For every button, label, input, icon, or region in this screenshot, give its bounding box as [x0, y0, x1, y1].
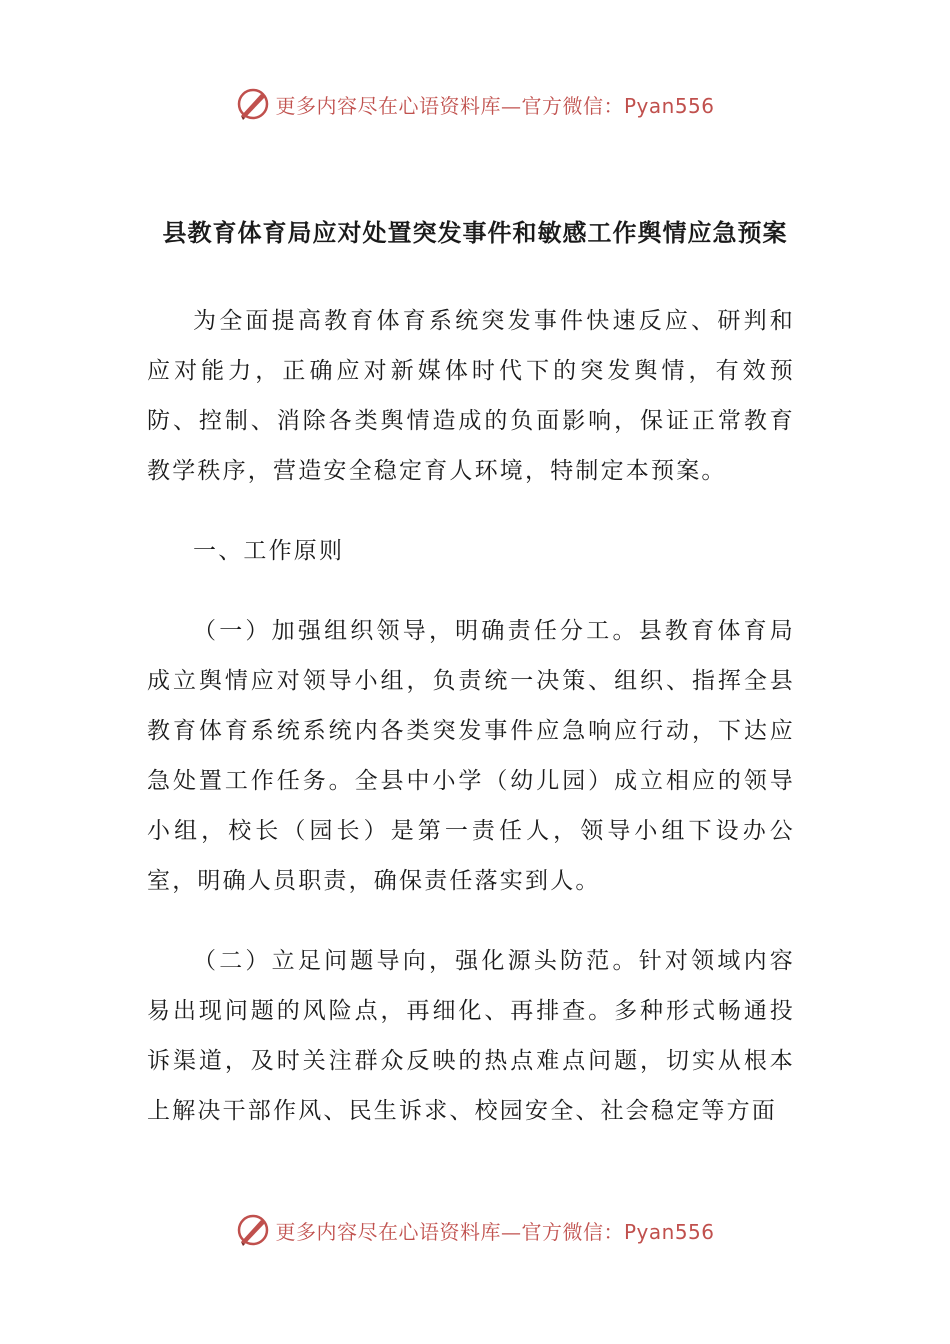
principle-2-paragraph: （二）立足问题导向，强化源头防范。针对领域内容易出现问题的风险点，再细化、再排查。多种形式畅通投诉渠道，及时关注群众反映的热点难点问题，切实从根本上解决干部作风、民生诉求、校园安全、社会稳定等方面	[147, 948, 795, 1124]
banner-label: 官方微信：	[521, 93, 624, 118]
pen-in-circle-icon	[235, 1212, 271, 1248]
banner-account: Pyan556	[623, 1219, 715, 1244]
banner-text	[275, 90, 714, 119]
principle-1-paragraph: （一）加强组织领导，明确责任分工。县教育体育局成立舆情应对领导小组，负责统一决策、组织、指挥全县教育体育系统系统内各类突发事件应急响应行动，下达应急处置工作任务。全县中小学（幼儿园）成立相应的领导小组，校长（园长）是第一责任人，领导小组下设办公室，明确人员职责，确保责任落实到人。	[147, 618, 795, 894]
banner-slogan: 更多内容尽在心语资料库	[275, 1219, 501, 1244]
intro-paragraph: 为全面提高教育体育系统突发事件快速反应、研判和应对能力，正确应对新媒体时代下的突发舆情，有效预防、控制、消除各类舆情造成的负面影响，保证正常教育教学秩序，营造安全稳定育人环境，特制定本预案。	[147, 308, 795, 484]
banner-account: Pyan556	[623, 93, 715, 118]
document-body	[147, 296, 795, 1136]
header-banner	[0, 84, 950, 124]
banner-slogan: 更多内容尽在心语资料库	[275, 93, 501, 118]
banner-separator: —	[500, 93, 522, 118]
document-title: 县教育体育局应对处置突发事件和敏感工作舆情应急预案	[162, 218, 788, 247]
banner-label: 官方微信：	[521, 1219, 624, 1244]
footer-banner	[0, 1210, 950, 1250]
banner-separator: —	[500, 1219, 522, 1244]
pen-in-circle-icon	[235, 86, 271, 122]
section-heading: 一、工作原则	[193, 538, 345, 564]
banner-text	[275, 1216, 714, 1245]
